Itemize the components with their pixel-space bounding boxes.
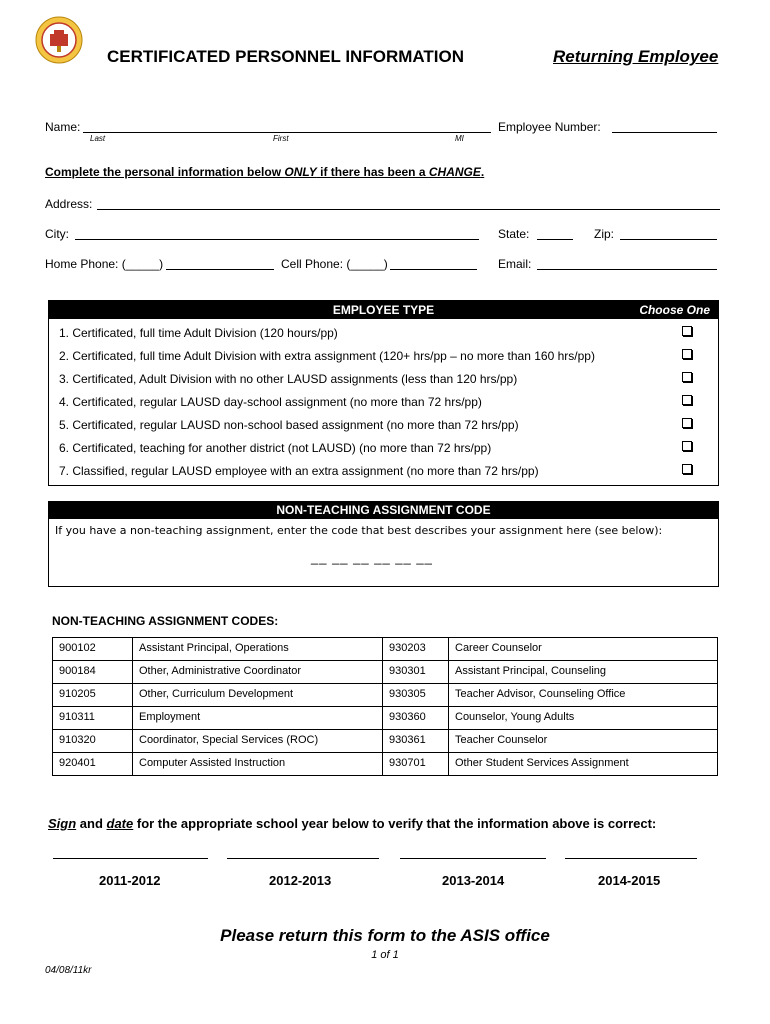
city-field[interactable] xyxy=(75,239,479,240)
signature-line-2[interactable] xyxy=(227,858,379,859)
home-phone-label: Home Phone: (_____) xyxy=(45,257,164,271)
non-teaching-code-box xyxy=(48,501,719,587)
employee-number-label: Employee Number: xyxy=(498,120,601,134)
email-field[interactable] xyxy=(537,269,717,270)
employee-type-row-3: 3. Certificated, Adult Division with no other LAUSD assignments (less than 120 hrs/pp) xyxy=(59,372,518,386)
return-note: Please return this form to the ASIS office xyxy=(220,926,550,945)
state-label: State: xyxy=(498,227,530,241)
code-cell: 910320 xyxy=(53,730,133,753)
cell-phone-field[interactable] xyxy=(390,269,477,270)
table-row xyxy=(53,707,718,730)
code-cell: 930360 xyxy=(383,707,449,730)
city-label: City: xyxy=(45,227,69,241)
table-row xyxy=(53,753,718,776)
employee-type-checkbox-2[interactable] xyxy=(682,349,692,359)
employee-type-row-1: 1. Certificated, full time Adult Division (120 hours/pp) xyxy=(59,326,338,340)
non-teaching-instruction: If you have a non-teaching assignment, enter the code that best describes your assignment here (see below): xyxy=(55,524,663,537)
description-cell: Assistant Principal, Operations xyxy=(133,638,383,661)
code-cell: 920401 xyxy=(53,753,133,776)
codes-table xyxy=(52,637,718,776)
description-cell: Assistant Principal, Counseling xyxy=(449,661,718,684)
table-row xyxy=(53,684,718,707)
signature-line-4[interactable] xyxy=(565,858,697,859)
non-teaching-code-field[interactable]: __ __ __ __ __ __ xyxy=(311,550,433,565)
employee-type-row-2: 2. Certificated, full time Adult Division with extra assignment (120+ hrs/pp – no more than 160 hrs/pp) xyxy=(59,349,595,363)
table-row xyxy=(53,730,718,753)
code-cell: 900102 xyxy=(53,638,133,661)
description-cell: Teacher Advisor, Counseling Office xyxy=(449,684,718,707)
code-cell: 930361 xyxy=(383,730,449,753)
signature-line-1[interactable] xyxy=(53,858,208,859)
employee-type-row-7: 7. Classified, regular LAUSD employee with an extra assignment (no more than 72 hrs/pp) xyxy=(59,464,539,478)
signature-line-3[interactable] xyxy=(400,858,546,859)
revision-code: 04/08/11kr xyxy=(45,965,92,976)
non-teaching-header: NON-TEACHING ASSIGNMENT CODE xyxy=(49,502,718,519)
description-cell: Computer Assisted Instruction xyxy=(133,753,383,776)
code-cell: 930701 xyxy=(383,753,449,776)
code-cell: 930305 xyxy=(383,684,449,707)
zip-field[interactable] xyxy=(620,239,717,240)
description-cell: Other Student Services Assignment xyxy=(449,753,718,776)
year-label-3: 2013-2014 xyxy=(442,873,505,888)
employee-type-box xyxy=(48,300,719,486)
code-cell: 910205 xyxy=(53,684,133,707)
last-sublabel: Last xyxy=(90,134,106,143)
employee-type-row-5: 5. Certificated, regular LAUSD non-school based assignment (no more than 72 hrs/pp) xyxy=(59,418,519,432)
address-field[interactable] xyxy=(97,209,720,210)
description-cell: Other, Administrative Coordinator xyxy=(133,661,383,684)
codes-title: NON-TEACHING ASSIGNMENT CODES: xyxy=(52,614,279,628)
mi-sublabel: MI xyxy=(455,134,464,143)
change-instruction: Complete the personal information below ONLY if there has been a CHANGE. xyxy=(45,165,485,179)
year-label-1: 2011-2012 xyxy=(99,873,161,888)
description-cell: Employment xyxy=(133,707,383,730)
employee-type-row-6: 6. Certificated, teaching for another district (not LAUSD) (no more than 72 hrs/pp) xyxy=(59,441,492,455)
first-sublabel: First xyxy=(273,134,289,143)
code-cell: 930203 xyxy=(383,638,449,661)
employee-type-checkbox-7[interactable] xyxy=(682,464,692,474)
email-label: Email: xyxy=(498,257,532,271)
state-field[interactable] xyxy=(537,239,573,240)
employee-type-checkbox-3[interactable] xyxy=(682,372,692,382)
year-label-2: 2012-2013 xyxy=(269,873,332,888)
code-cell: 930301 xyxy=(383,661,449,684)
description-cell: Career Counselor xyxy=(449,638,718,661)
employee-number-field[interactable] xyxy=(612,132,717,133)
home-phone-field[interactable] xyxy=(166,269,274,270)
zip-label: Zip: xyxy=(594,227,615,241)
description-cell: Teacher Counselor xyxy=(449,730,718,753)
choose-one-label: Choose One xyxy=(639,303,710,317)
name-field[interactable] xyxy=(83,132,491,133)
code-cell: 900184 xyxy=(53,661,133,684)
code-cell: 910311 xyxy=(53,707,133,730)
description-cell: Coordinator, Special Services (ROC) xyxy=(133,730,383,753)
cell-phone-label: Cell Phone: (_____) xyxy=(281,257,388,271)
year-label-4: 2014-2015 xyxy=(598,873,661,888)
table-row xyxy=(53,661,718,684)
employee-type-checkbox-4[interactable] xyxy=(682,395,692,405)
description-cell: Other, Curriculum Development xyxy=(133,684,383,707)
employee-type-checkbox-5[interactable] xyxy=(682,418,692,428)
table-row xyxy=(53,638,718,661)
page-number: 1 of 1 xyxy=(371,949,399,961)
description-cell: Counselor, Young Adults xyxy=(449,707,718,730)
form-title: CERTIFICATED PERSONNEL INFORMATION xyxy=(107,47,464,66)
employee-type-header: EMPLOYEE TYPE Choose One xyxy=(49,301,718,319)
returning-employee-label: Returning Employee xyxy=(553,47,719,66)
employee-type-checkbox-1[interactable] xyxy=(682,326,692,336)
address-label: Address: xyxy=(45,197,93,211)
employee-type-checkbox-6[interactable] xyxy=(682,441,692,451)
employee-type-row-4: 4. Certificated, regular LAUSD day-school assignment (no more than 72 hrs/pp) xyxy=(59,395,482,409)
district-seal-logo xyxy=(35,16,83,64)
name-label: Name: xyxy=(45,120,81,134)
sign-instruction: Sign and date for the appropriate school year below to verify that the information above is correct: xyxy=(48,816,657,831)
